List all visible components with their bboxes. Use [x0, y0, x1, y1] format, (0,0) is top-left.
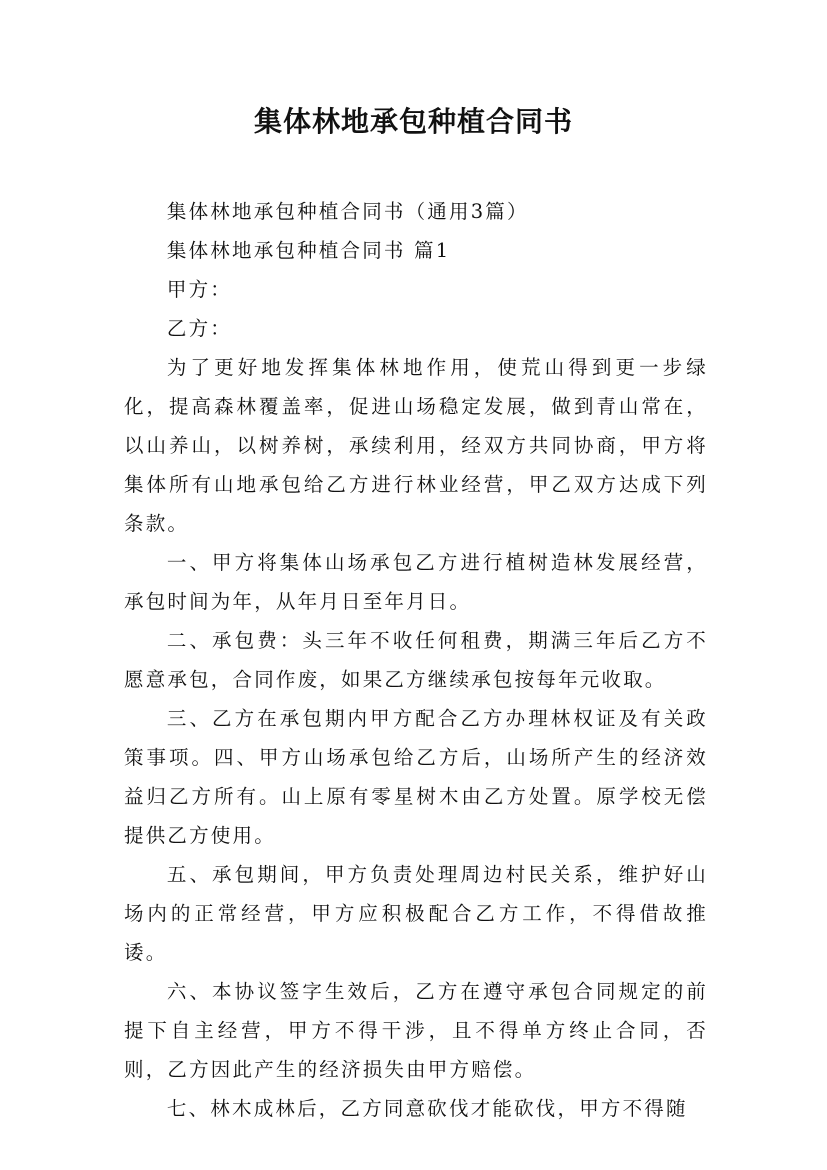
paragraph-clause-2: 二、承包费：头三年不收任何租费，期满三年后乙方不愿意承包，合同作废，如果乙方继续承包按每年元收取。 — [124, 629, 708, 691]
paragraph-clause-6: 六、本协议签字生效后，乙方在遵守承包合同规定的前提下自主经营，甲方不得干涉，且不得单方终止合同，否则，乙方因此产生的经济损失由甲方赔偿。 — [124, 980, 708, 1081]
document-body — [124, 192, 708, 1128]
paragraph-preamble: 为了更好地发挥集体林地作用，使荒山得到更一步绿化，提高森林覆盖率，促进山场稳定发展，做到青山常在，以山养山，以树养树，承续利用，经双方共同协商，甲方将集体所有山地承包给乙方进行林业经营，甲乙双方达成下列条款。 — [124, 356, 708, 535]
paragraph-clause-1: 一、甲方将集体山场承包乙方进行植树造林发展经营，承包时间为年，从年月日至年月日。 — [124, 551, 708, 613]
paragraph-section-heading: 集体林地承包种植合同书 篇1 — [166, 239, 451, 262]
paragraph-clause-3-4: 三、乙方在承包期内甲方配合乙方办理林权证及有关政策事项。四、甲方山场承包给乙方后，山场所产生的经济效益归乙方所有。山上原有零星树木由乙方处置。原学校无偿提供乙方使用。 — [124, 707, 708, 847]
paragraph-clause-5: 五、承包期间，甲方负责处理周边村民关系，维护好山场内的正常经营，甲方应积极配合乙方工作，不得借故推诿。 — [124, 863, 708, 964]
paragraph-party-b: 乙方： — [166, 317, 232, 340]
document-title: 集体林地承包种植合同书 — [253, 105, 573, 138]
paragraph-subtitle: 集体林地承包种植合同书（通用3篇） — [166, 200, 529, 223]
paragraph-party-a: 甲方： — [166, 278, 232, 301]
paragraph-clause-7: 七、林木成林后，乙方同意砍伐才能砍伐，甲方不得随 — [166, 1097, 688, 1120]
